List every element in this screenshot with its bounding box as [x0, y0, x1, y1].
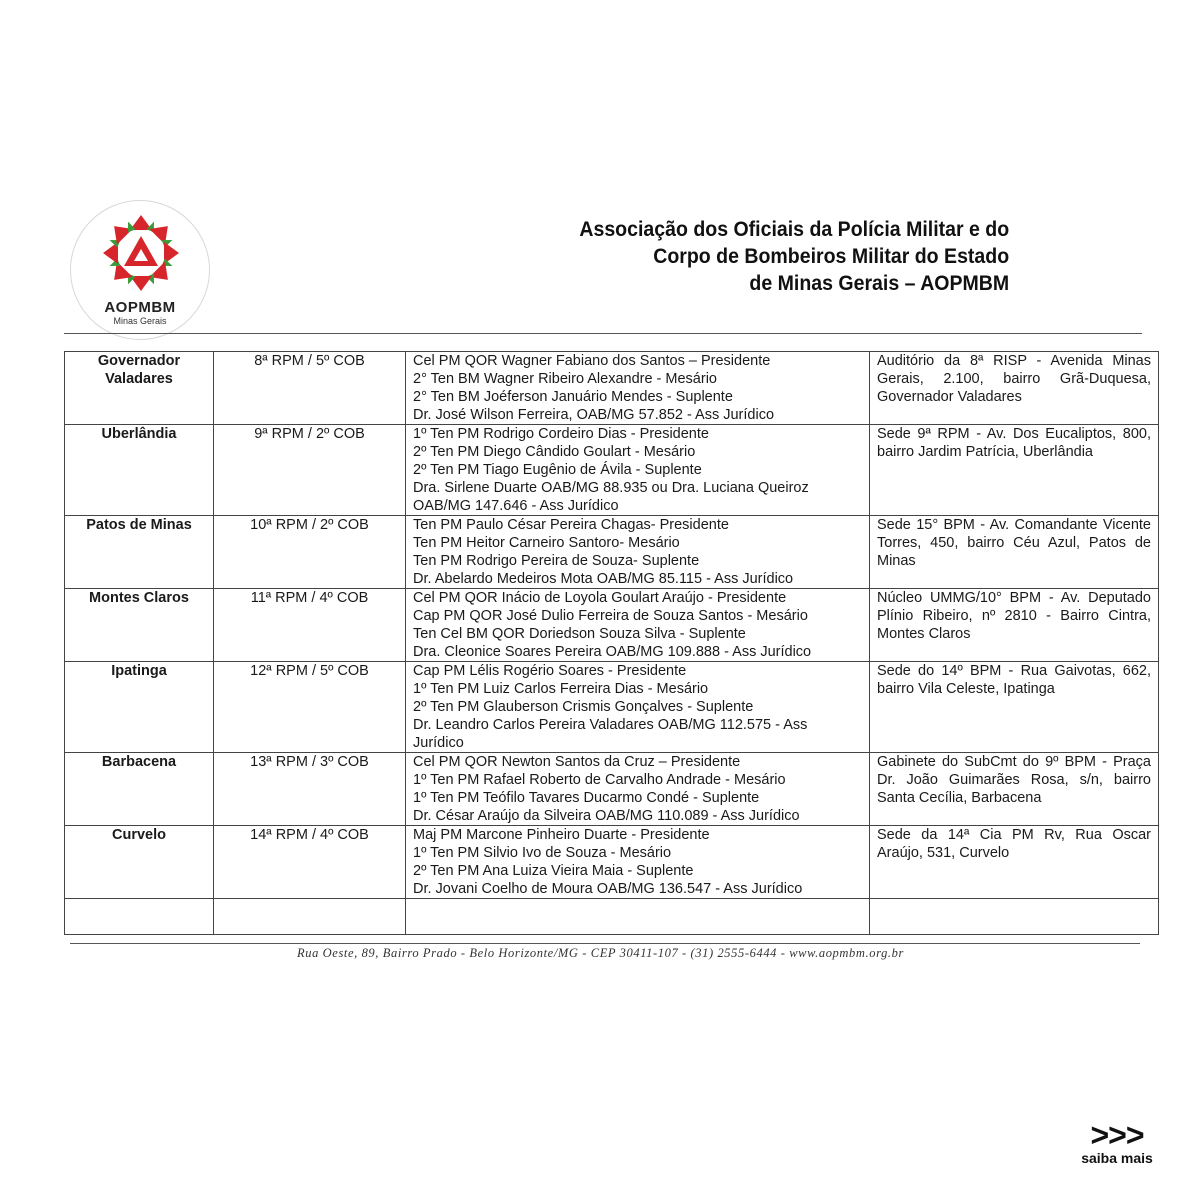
- member-line: Dra. Sirlene Duarte OAB/MG 88.935 ou Dra. Luciana Queiroz OAB/MG 147.646 - Ass Jurídico: [413, 480, 809, 514]
- member-line: 2° Ten BM Joéferson Januário Mendes - Suplente: [413, 389, 733, 405]
- city-cell: Uberlândia: [65, 425, 214, 516]
- footer-divider: [70, 943, 1140, 944]
- address-cell: Sede da 14ª Cia PM Rv, Rua Oscar Araújo, 531, Curvelo: [870, 826, 1159, 899]
- members-cell: [406, 516, 870, 589]
- city-cell: Curvelo: [65, 826, 214, 899]
- address-cell: Núcleo UMMG/10° BPM - Av. Deputado Plínio Ribeiro, nº 2810 - Bairro Cintra, Montes Claros: [870, 589, 1159, 662]
- arrows-icon: >>>: [1090, 1117, 1144, 1153]
- emblem-icon: [89, 209, 193, 299]
- member-line: Cel PM QOR Wagner Fabiano dos Santos – Presidente: [413, 353, 771, 369]
- logo-subtitle: Minas Gerais: [113, 316, 167, 326]
- rpm-cell: 11ª RPM / 4º COB: [214, 589, 406, 662]
- member-line: Dr. Abelardo Medeiros Mota OAB/MG 85.115 - Ass Jurídico: [413, 571, 794, 587]
- logo-name: AOPMBM: [104, 299, 176, 316]
- rpm-cell: 9ª RPM / 2º COB: [214, 425, 406, 516]
- members-cell: [406, 826, 870, 899]
- member-line: 2º Ten PM Glauberson Crismis Gonçalves - Suplente: [413, 699, 754, 715]
- saiba-mais-link[interactable]: [1067, 1118, 1167, 1166]
- member-line: Cel PM QOR Inácio de Loyola Goulart Araújo - Presidente: [413, 590, 787, 606]
- member-line: Ten PM Paulo César Pereira Chagas- Presidente: [413, 517, 729, 533]
- table-row: [65, 826, 1159, 899]
- empty-cell: [406, 899, 870, 935]
- rpm-cell: 10ª RPM / 2º COB: [214, 516, 406, 589]
- organization-title: [579, 216, 1009, 297]
- empty-cell: [214, 899, 406, 935]
- header-divider: [64, 333, 1142, 334]
- members-cell: [406, 662, 870, 753]
- member-line: Ten Cel BM QOR Doriedson Souza Silva - Suplente: [413, 626, 746, 642]
- member-line: 1º Ten PM Luiz Carlos Ferreira Dias - Mesário: [413, 681, 709, 697]
- table-row: [65, 425, 1159, 516]
- member-line: 1º Ten PM Rafael Roberto de Carvalho Andrade - Mesário: [413, 772, 786, 788]
- member-line: 2º Ten PM Tiago Eugênio de Ávila - Suplente: [413, 462, 702, 478]
- city-cell: Patos de Minas: [65, 516, 214, 589]
- member-line: Dr. José Wilson Ferreira, OAB/MG 57.852 - Ass Jurídico: [413, 407, 775, 423]
- member-line: Dr. César Araújo da Silveira OAB/MG 110.089 - Ass Jurídico: [413, 808, 800, 824]
- city-cell: Montes Claros: [65, 589, 214, 662]
- member-line: 2° Ten BM Wagner Ribeiro Alexandre - Mesário: [413, 371, 717, 387]
- member-line: 1º Ten PM Teófilo Tavares Ducarmo Condé - Suplente: [413, 790, 760, 806]
- address-cell: Sede 9ª RPM - Av. Dos Eucaliptos, 800, bairro Jardim Patrícia, Uberlândia: [870, 425, 1159, 516]
- empty-cell: [65, 899, 214, 935]
- address-cell: Auditório da 8ª RISP - Avenida Minas Gerais, 2.100, bairro Grã-Duquesa, Governador Valadares: [870, 352, 1159, 425]
- member-line: Dr. Jovani Coelho de Moura OAB/MG 136.547 - Ass Jurídico: [413, 881, 803, 897]
- address-cell: Sede 15° BPM - Av. Comandante Vicente Torres, 450, bairro Céu Azul, Patos de Minas: [870, 516, 1159, 589]
- rpm-cell: 14ª RPM / 4º COB: [214, 826, 406, 899]
- rpm-cell: 13ª RPM / 3º COB: [214, 753, 406, 826]
- aopmbm-logo: [70, 200, 210, 340]
- member-line: Cap PM QOR José Dulio Ferreira de Souza Santos - Mesário: [413, 608, 808, 624]
- table-row: [65, 589, 1159, 662]
- rpm-cell: 8ª RPM / 5º COB: [214, 352, 406, 425]
- title-line: Corpo de Bombeiros Militar do Estado: [653, 245, 1009, 268]
- member-line: Cap PM Lélis Rogério Soares - Presidente: [413, 663, 687, 679]
- address-cell: Gabinete do SubCmt do 9º BPM - Praça Dr. João Guimarães Rosa, s/n, bairro Santa Cecília, Barbacena: [870, 753, 1159, 826]
- title-line: Associação dos Oficiais da Polícia Militar e do: [579, 218, 1009, 241]
- member-line: 1º Ten PM Silvio Ivo de Souza - Mesário: [413, 845, 672, 861]
- election-table: [64, 351, 1159, 935]
- city-cell: Governador Valadares: [65, 352, 214, 425]
- member-line: 2º Ten PM Diego Cândido Goulart - Mesário: [413, 444, 696, 460]
- table-row: [65, 352, 1159, 425]
- footer-address: Rua Oeste, 89, Bairro Prado - Belo Horizonte/MG - CEP 30411-107 - (31) 2555-6444 - www.aopmbm.org.br: [297, 946, 904, 960]
- city-cell: Barbacena: [65, 753, 214, 826]
- empty-cell: [870, 899, 1159, 935]
- empty-row: [65, 899, 1159, 935]
- member-line: Maj PM Marcone Pinheiro Duarte - Presidente: [413, 827, 710, 843]
- saiba-mais-label: saiba mais: [1081, 1150, 1153, 1166]
- rpm-cell: 12ª RPM / 5º COB: [214, 662, 406, 753]
- address-cell: Sede do 14º BPM - Rua Gaivotas, 662, bairro Vila Celeste, Ipatinga: [870, 662, 1159, 753]
- members-cell: [406, 352, 870, 425]
- member-line: 1º Ten PM Rodrigo Cordeiro Dias - Presidente: [413, 426, 709, 442]
- members-cell: [406, 425, 870, 516]
- member-line: Ten PM Rodrigo Pereira de Souza- Suplente: [413, 553, 700, 569]
- member-line: Dr. Leandro Carlos Pereira Valadares OAB/MG 112.575 - Ass Jurídico: [413, 717, 808, 751]
- title-line: de Minas Gerais – AOPMBM: [749, 272, 1009, 295]
- city-cell: Ipatinga: [65, 662, 214, 753]
- member-line: Ten PM Heitor Carneiro Santoro- Mesário: [413, 535, 680, 551]
- table-row: [65, 516, 1159, 589]
- members-cell: [406, 589, 870, 662]
- members-cell: [406, 753, 870, 826]
- table-row: [65, 753, 1159, 826]
- table-row: [65, 662, 1159, 753]
- member-line: 2º Ten PM Ana Luiza Vieira Maia - Suplente: [413, 863, 694, 879]
- member-line: Dra. Cleonice Soares Pereira OAB/MG 109.888 - Ass Jurídico: [413, 644, 812, 660]
- member-line: Cel PM QOR Newton Santos da Cruz – Presidente: [413, 754, 741, 770]
